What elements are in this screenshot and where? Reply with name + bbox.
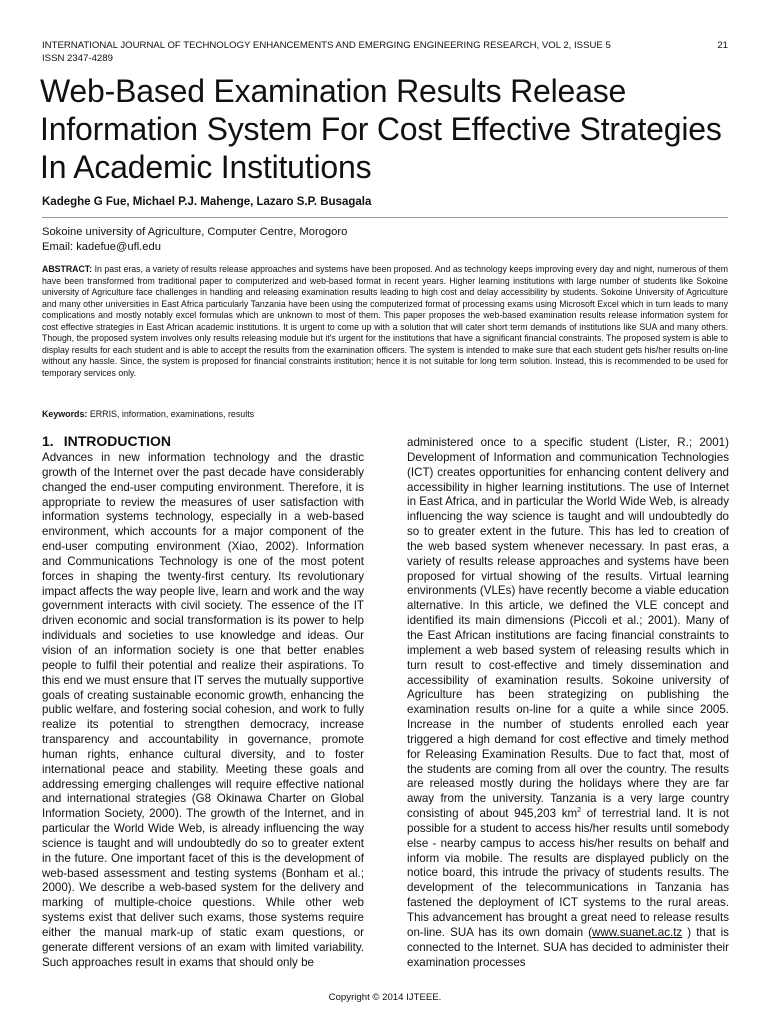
affiliation-email: Email: kadefue@ufl.edu: [42, 240, 161, 253]
issn: ISSN 2347-4289: [42, 52, 113, 64]
suanet-link[interactable]: www.suanet.ac.tz: [592, 925, 683, 939]
section-heading-introduction: [42, 433, 171, 449]
col2-text-part2: of terrestrial land. It is not possible for a student to access his/her results until somebody else - nearby campus to access his/her results on behalf and inform via mobile. The results are displayed publicly on the notice board, this intrude the privacy of students results. The development of the telecommunications in Tanzania has fastened the deployment of ICT systems to the rural areas. This advancement has brought a great need to release results on-line. SUA has its own domain (: [407, 807, 729, 939]
section-number: 1.: [42, 433, 54, 449]
affiliation: [42, 225, 347, 254]
title-line-1: Web-Based Examination Results Release: [40, 73, 627, 109]
page-number: 21: [717, 40, 728, 51]
section-title: INTRODUCTION: [63, 433, 172, 449]
journal-name: INTERNATIONAL JOURNAL OF TECHNOLOGY ENHANCEMENTS AND EMERGING ENGINEERING RESEARCH, VOL 2, ISSUE 5: [42, 40, 611, 51]
abstract: [42, 264, 728, 379]
title-line-2: Information System For Cost Effective Strategies: [40, 111, 722, 147]
affiliation-institution: Sokoine university of Agriculture, Computer Centre, Morogoro: [42, 226, 348, 238]
keywords: [42, 409, 254, 419]
running-header: [42, 40, 728, 65]
keywords-label: Keywords:: [42, 409, 88, 419]
keywords-text: ERRIS, information, examinations, results: [87, 409, 255, 419]
divider: [42, 217, 728, 218]
abstract-label: ABSTRACT:: [42, 264, 93, 274]
abstract-text: In past eras, a variety of results release approaches and systems have been proposed. And as technology keeps improving every day and night, numerous of them have been transformed from traditional paper to computerized and web-based format in recent years. Higher learning institutions with large number of students like Sokoine university of Agriculture face challenges in handling and releasing examination results leading to high cost and delay accessibility by students. Sokoine University of Agriculture and many other universities in East Africa particularly Tanzania have been using the computerized format of processing exams using Microsoft Excel which in turn leads to many complications and mostly notably excel formulas which are unknown to most of them. This paper proposes the web-based examination results release information system for cost effective strategies in East African academic institutions. It is urgent to come up with a solution that will cater short term demands of institutions like SUA and many others. Though, the proposed system involves only results releasing module but it's urgent for the institutions that have a significant financial constraints. The proposed system is able to display results for each student and is able to accept the results from the examination officers. The system is intended to make sure that each student gets his/her results on-line without any hassle. Since, the system is proposed for financial constraints institution; hence it is not suitable for long term solution. Instead, this is recommended to be used for temporary services only.: [42, 264, 728, 378]
col2-text-part1: administered once to a specific student (Lister, R.; 2001) Development of Information and communication Technologies (ICT) creates opportunities for enhancing content delivery and accessibility in higher learning institutions. The use of Internet in East Africa, and in particular the World Wide Web, is already influencing the way science is taught and will undoubtedly do so to greater extent in the future. This has led to creation of the web based system whenever necessary. In past eras, a variety of results release approaches and systems have been proposed for virtual showing of the results. Virtual learning environments (VLEs) have recently become a viable education alternative. In this article, we defined the VLE concept and identified its main dimensions (Piccoli et al.; 2001). Many of the East African institutions are facing financial constraints to implement a web based system of releasing results which in turn result to cost-effective and timely dissemination and accessibility of examination results. Sokoine university of Agriculture has been strategizing on publishing the examination results on-line for a quite a while since 2005. Increase in the number of students enrolled each year triggered a high demand for cost effective and timely method for Releasing Examination Results. Due to fact that, most of the students are coming from all over the country. The results are released mostly during the holidays where they are far away from the university. Tanzania is a very large country consisting of about 945,203 km: [407, 436, 729, 821]
body-column-right: [407, 436, 729, 970]
authors: Kadeghe G Fue, Michael P.J. Mahenge, Lazaro S.P. Busagala: [42, 196, 372, 208]
paper-title: [40, 72, 740, 186]
title-line-3: In Academic Institutions: [40, 149, 372, 185]
copyright-footer: Copyright © 2014 IJTEEE.: [328, 992, 442, 1003]
col2-text-part3: ) that is connected to the Internet. SUA has decided to administer their examination processes: [407, 925, 729, 969]
superscript-two: 2: [577, 807, 582, 815]
body-column-left: Advances in new information technology and the drastic growth of the Internet over the past decade have considerably changed the end-user computing environment. Therefore, it is appropriate to review the measures of user satisfaction with information systems technology, especially in a web-based environment, which accounts for a major component of the end-user computing environment (Xiao, 2002). Information and Communications Technology is one of the most potent forces in shaping the twenty-first century. Its revolutionary impact affects the way people live, learn and work and the way government interacts with civil society. The essence of the IT driven economic and social transformation is its power to help individuals and societies to use knowledge and ideas. Our vision of an information society is one that better enables people to fulfil their potential and realize their aspirations. To this end we must ensure that IT serves the mutually supportive goals of creating sustainable economic growth, enhancing the public welfare, and fostering social cohesion, and work to fully realize its potential to strengthen democracy, increase transparency and accountability in governance, promote human rights, enhance cultural diversity, and to foster international peace and stability. Meeting these goals and addressing emerging challenges will require effective national and international strategies (G8 Okinawa Charter on Global Information Society, 2000). The growth of the Internet, and in particular the World Wide Web, is already influencing the way science is taught and will undoubtedly do so to greater extent in the future. One important facet of this is the development of web-based assessment and testing systems (Bonham et al.; 2000). We describe a web-based system for the delivery and marking of multiple-choice questions. While other web systems exist that deliver such exams, those systems require either the manual mark-up of static exam questions, or generate different versions of an exam with limited variability. Such approaches result in exams that should only be: [42, 451, 364, 969]
